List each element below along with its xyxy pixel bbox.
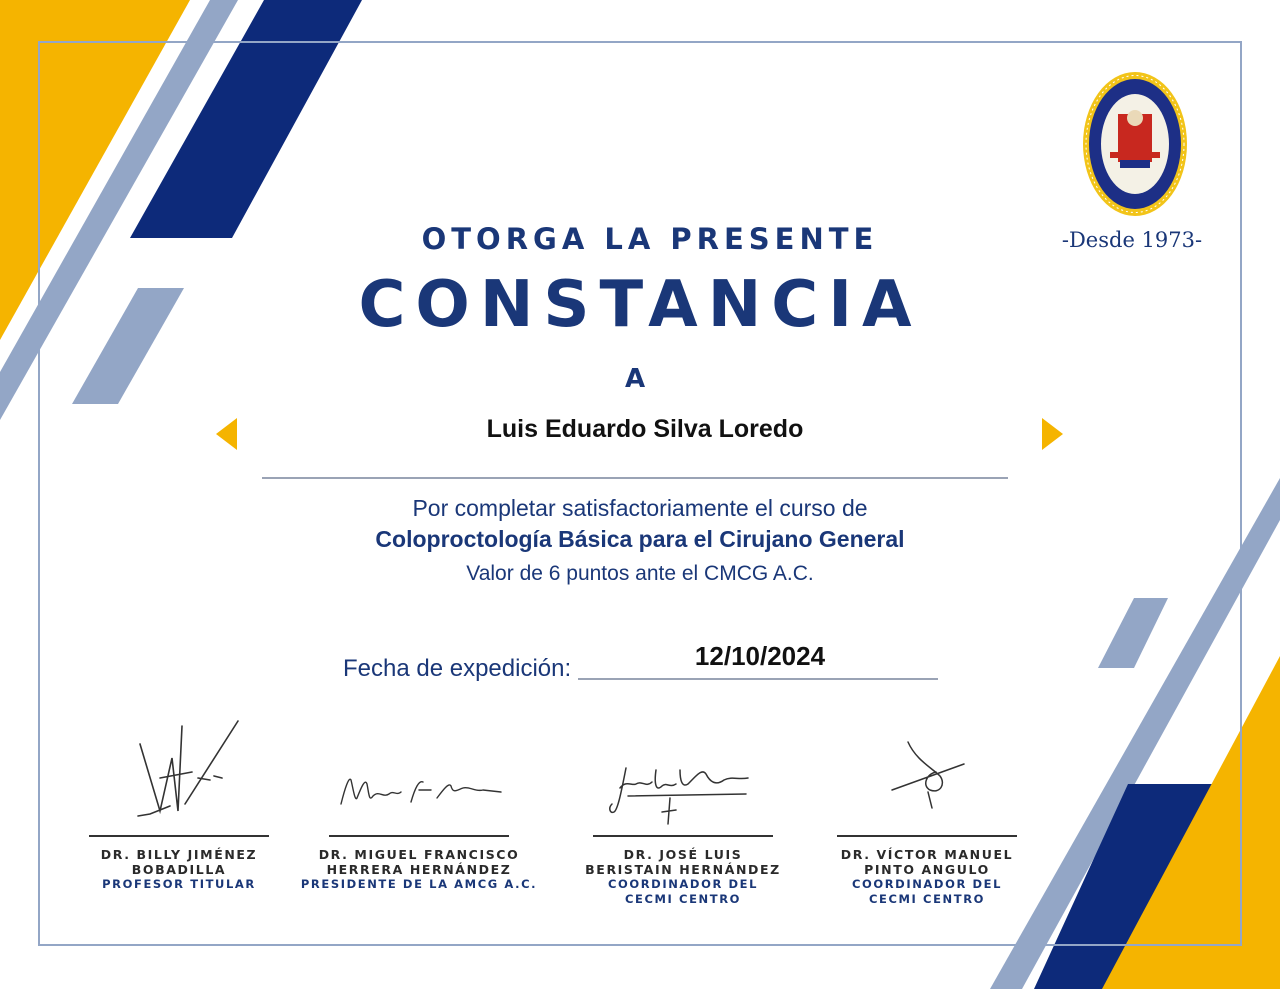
signatory-role-line1: PRESIDENTE DE LA AMCG A.C.	[300, 877, 538, 891]
light-block-left	[72, 288, 184, 404]
signatory-role-line1: PROFESOR TITULAR	[102, 877, 256, 891]
completion-text: Por completar satisfactoriamente el curso de	[412, 495, 868, 521]
to-label: A	[624, 364, 646, 394]
signatory-name-line1: DR. JOSÉ LUIS	[623, 847, 743, 862]
signature-pinto	[888, 738, 968, 810]
issue-date-label: Fecha de expedición:	[343, 655, 572, 682]
course-name: Coloproctología Básica para el Cirujano General	[375, 526, 905, 552]
recipient-underline	[262, 477, 1008, 479]
signature-line-2	[329, 835, 509, 837]
signatory-name-line2: BERISTAIN HERNÁNDEZ	[585, 862, 781, 877]
signature-beristain	[606, 758, 756, 830]
signatory-name-line2: BOBADILLA	[131, 862, 227, 877]
recipient-name: Luis Eduardo Silva Loredo	[486, 415, 804, 443]
signatory-name-line1: DR. BILLY JIMÉNEZ	[100, 847, 258, 862]
signatory-2	[299, 847, 539, 892]
signatory-name-line2: PINTO ANGULO	[864, 862, 990, 877]
signatory-name-line1: DR. MIGUEL FRANCISCO	[318, 847, 520, 862]
signatory-role-line2: CECMI CENTRO	[624, 892, 742, 906]
left-arrow-icon	[216, 418, 237, 450]
signatory-role-line1: COORDINADOR DEL	[607, 877, 759, 891]
association-seal-logo	[1080, 70, 1190, 218]
signatory-name-line1: DR. VÍCTOR MANUEL	[840, 847, 1014, 862]
light-block-right	[1098, 598, 1168, 668]
signature-jimenez	[130, 716, 245, 822]
signatory-role-line2: CECMI CENTRO	[868, 892, 986, 906]
since-1973-label: -Desde 1973-	[1061, 228, 1203, 252]
signature-line-3	[593, 835, 773, 837]
signatory-4	[807, 847, 1047, 907]
signatory-name-line2: HERRERA HERNÁNDEZ	[326, 862, 512, 877]
signatory-role-line1: COORDINADOR DEL	[851, 877, 1003, 891]
issue-date-underline	[578, 678, 938, 680]
issue-date-value: 12/10/2024	[694, 641, 826, 671]
points-value-text: Valor de 6 puntos ante el CMCG A.C.	[466, 562, 814, 585]
signatory-1	[59, 847, 299, 892]
otorga-heading: OTORGA LA PRESENTE	[421, 222, 879, 256]
right-arrow-icon	[1042, 418, 1063, 450]
signatory-3	[563, 847, 803, 907]
signature-line-1	[89, 835, 269, 837]
signature-line-4	[837, 835, 1017, 837]
certificate-title: CONSTANCIA	[358, 268, 922, 342]
signature-herrera	[333, 768, 503, 818]
